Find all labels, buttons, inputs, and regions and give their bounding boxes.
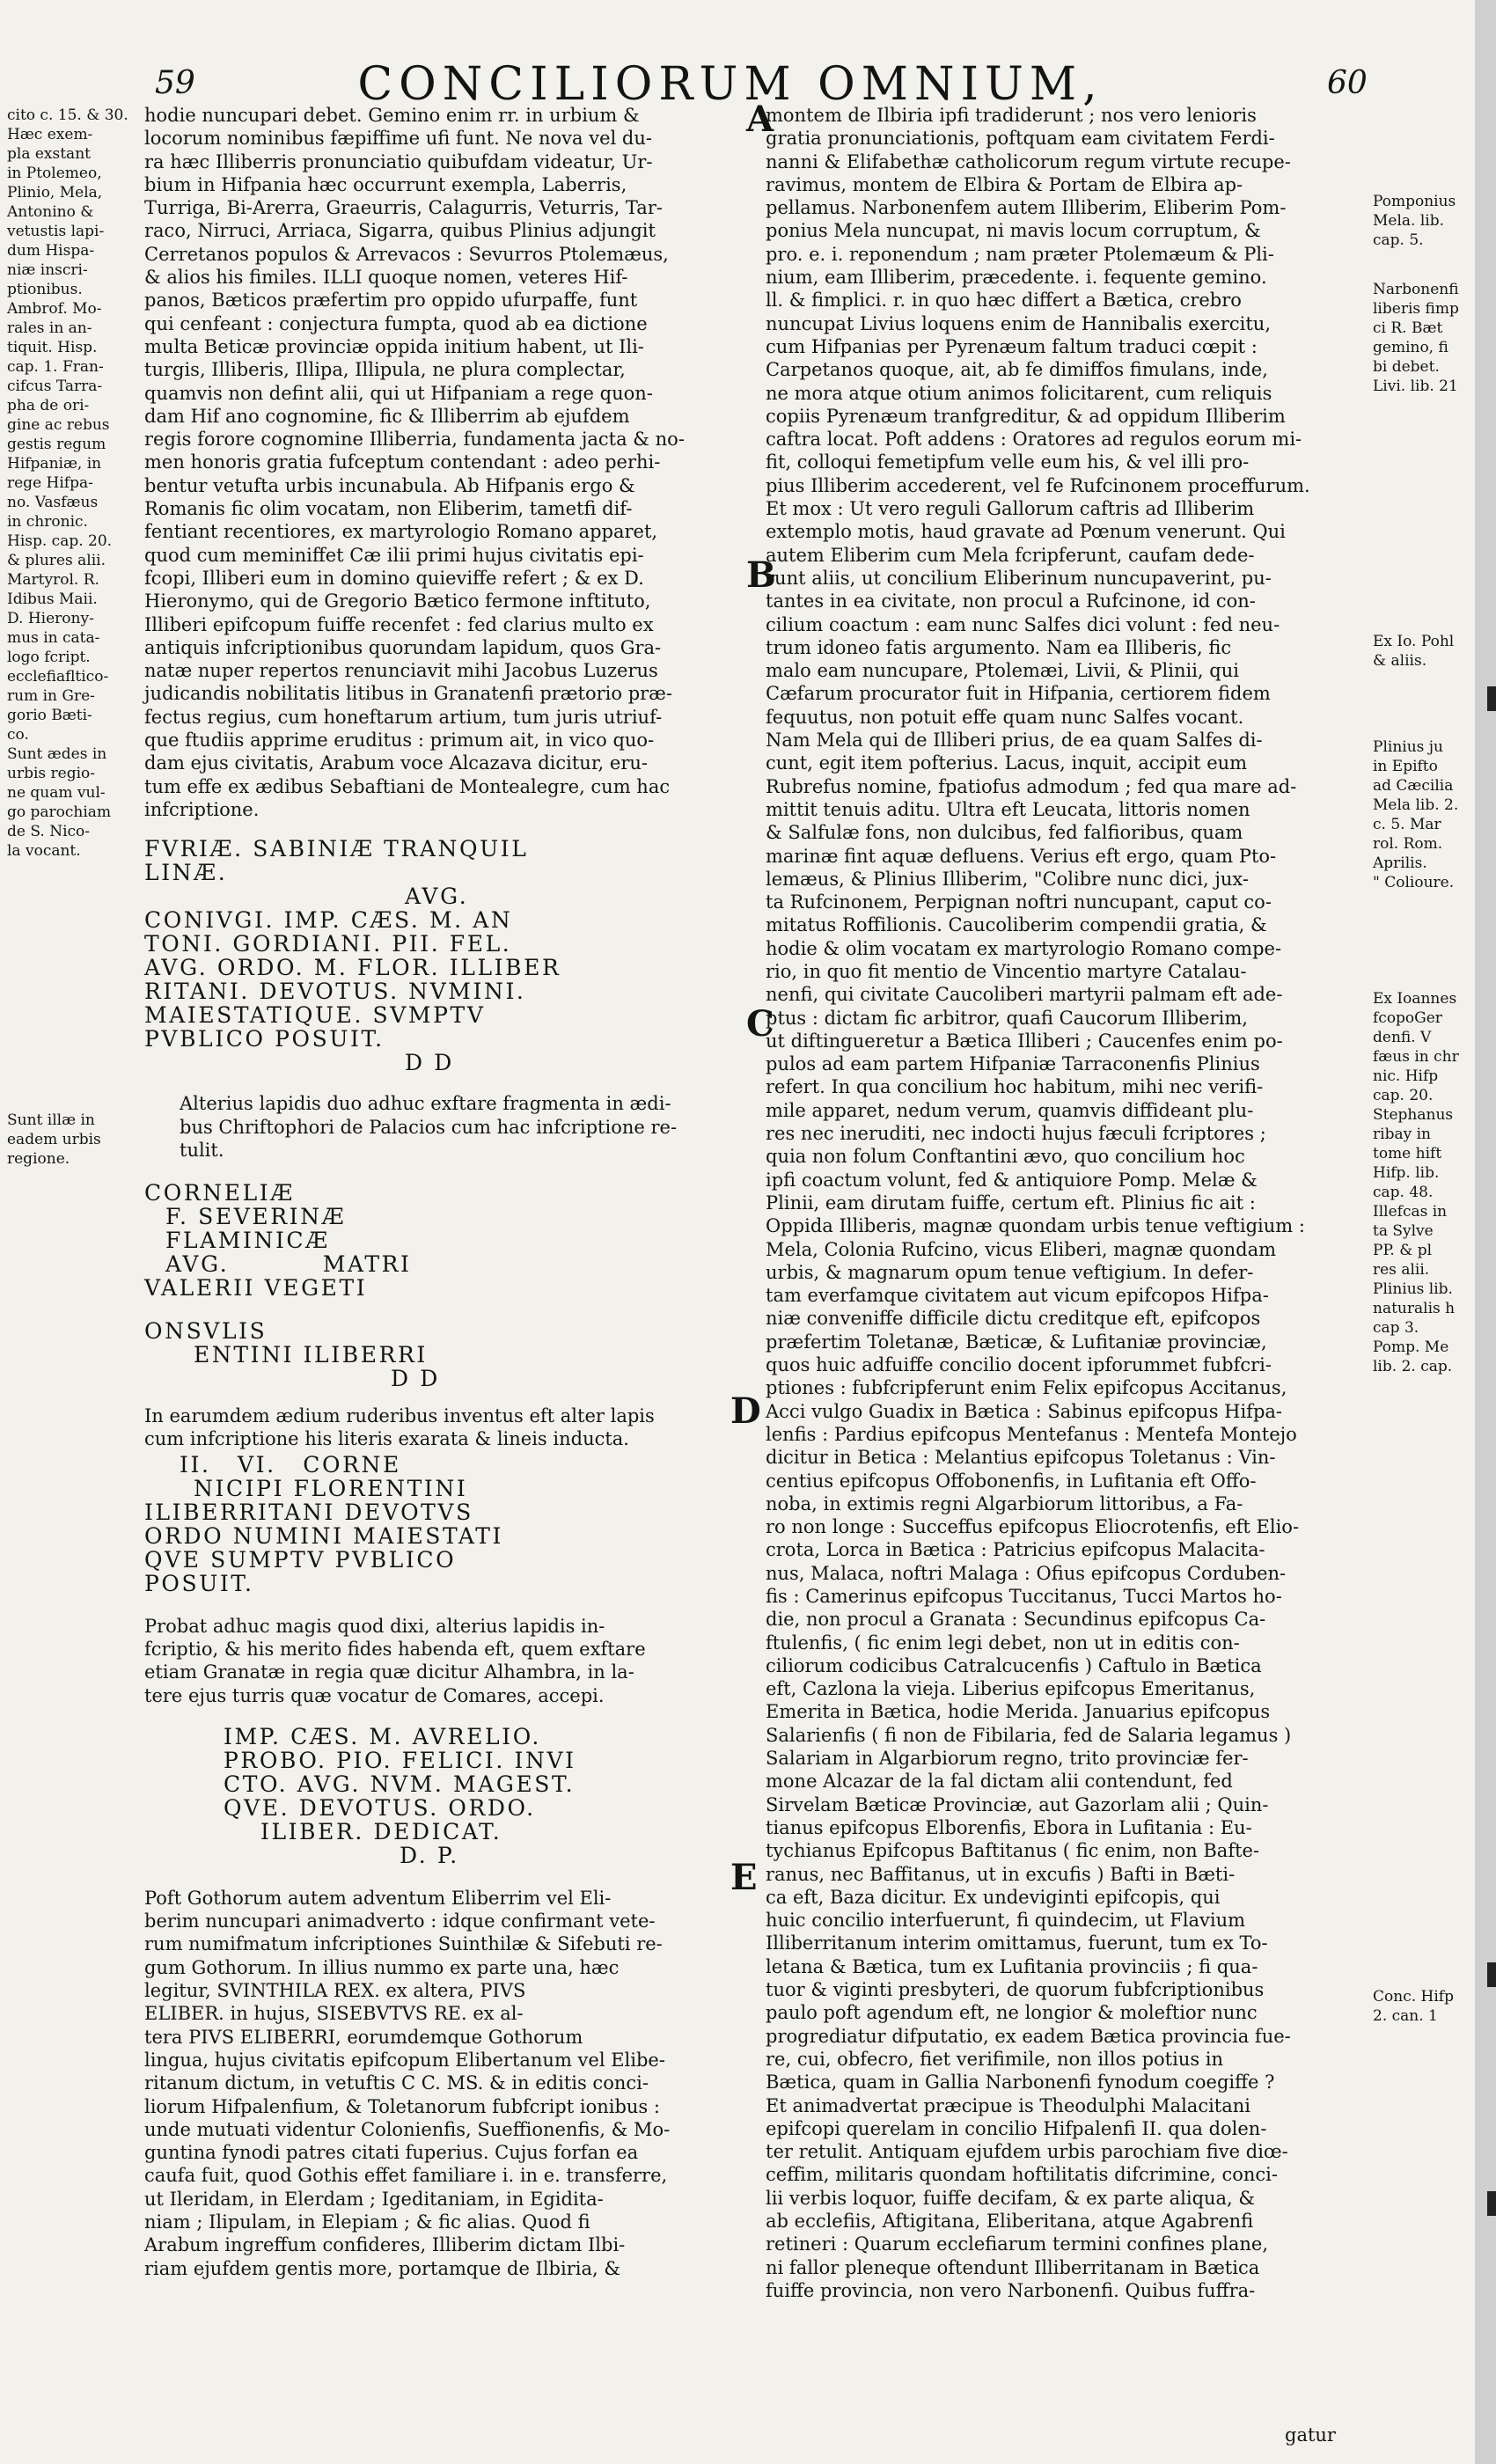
text-line: noba, in extimis regni Algarbiorum littoribus, a Fa- bbox=[766, 1492, 1243, 1514]
margin-note-line: pla exstant bbox=[7, 145, 91, 163]
page-number-right: 60 bbox=[1327, 65, 1368, 101]
text-line: ut diftingueretur a Bætica Illiberi ; Caucenfes enim po- bbox=[766, 1030, 1283, 1052]
inscription-line: CORNELIÆ bbox=[144, 1180, 295, 1206]
text-line: lenfis : Pardius epifcopus Mentefanus : Mentefa Montejo bbox=[766, 1423, 1297, 1445]
margin-note-line: cap. 20. bbox=[1373, 1087, 1434, 1104]
margin-note-line: naturalis h bbox=[1373, 1300, 1456, 1317]
text-line: ritanum dictum, in vetuftis C C. MS. & in editis conci- bbox=[144, 2072, 649, 2094]
text-line: urbis, & magnarum opum tenue veftigium. In defer- bbox=[766, 1261, 1254, 1283]
text-line: extemplo motis, haud gravate ad Pœnum venerunt. Qui bbox=[766, 521, 1286, 543]
text-line: tychianus Epifcopus Baftitanus ( fic enim, non Bafte- bbox=[766, 1840, 1260, 1862]
margin-note-line: 2. can. 1 bbox=[1373, 2007, 1438, 2025]
margin-note-line: gemino, fi bbox=[1373, 339, 1448, 356]
text-line: antiquis infcriptionibus quorundam lapidum, quos Gra- bbox=[144, 636, 662, 658]
text-line: lii verbis loquor, fuiffe decifam, & ex parte aliqua, & bbox=[766, 2187, 1256, 2209]
margin-note-line: Hisp. cap. 20. bbox=[7, 532, 113, 550]
text-line: pro. e. i. reponendum ; nam præter Ptolemæum & Pli- bbox=[766, 243, 1274, 265]
margin-note-line: ta Sylve bbox=[1373, 1222, 1434, 1240]
text-line: mile apparet, nedum verum, quamvis diffideant plu- bbox=[766, 1099, 1254, 1121]
margin-note-line: ribay in bbox=[1373, 1126, 1431, 1143]
text-line: Plinii, eam dirutam fuiffe, certum eft. Plinius fic ait : bbox=[766, 1192, 1256, 1214]
inscription-line: PVBLICO POSUIT. bbox=[144, 1026, 385, 1052]
text-line: marinæ fint aquæ defluens. Verius eft ergo, quam Pto- bbox=[766, 845, 1277, 867]
text-line: progrediatur difputatio, ex eadem Bætica provincia fue- bbox=[766, 2025, 1291, 2047]
text-line: crota, Lorca in Bætica : Patricius epifcopus Malacita- bbox=[766, 1539, 1265, 1561]
margin-note-line: co. bbox=[7, 726, 29, 744]
margin-note-line: nic. Hifp bbox=[1373, 1067, 1439, 1085]
margin-note-line: ptionibus. bbox=[7, 281, 83, 298]
text-line: guntina fynodi patres citati fuperius. Cujus forfan ea bbox=[144, 2142, 639, 2164]
text-line: ni fallor pleneque oftendunt Illiberritanam in Bætica bbox=[766, 2256, 1260, 2278]
margin-note-line: pha de ori- bbox=[7, 397, 90, 414]
text-line: Et mox : Ut vero reguli Gallorum caftris ad Illiberim bbox=[766, 498, 1255, 520]
inscription-line: II. VI. CORNE bbox=[180, 1451, 401, 1478]
text-line: malo eam nuncupare, Ptolemæi, Livii, & Plinii, qui bbox=[766, 660, 1239, 682]
page-title: CONCILIORUM OMNIUM, bbox=[357, 58, 1104, 111]
text-line: Nam Mela qui de Illiberi prius, de ea quam Salfes di- bbox=[766, 730, 1263, 752]
text-line: letana & Bætica, tum ex Lufitania provinciis ; fi qua- bbox=[766, 1955, 1258, 1977]
margin-note-line: rol. Rom. bbox=[1373, 835, 1443, 853]
inscription-line: FLAMINICÆ bbox=[165, 1228, 330, 1254]
text-line: cum infcriptione his literis exarata & lineis inducta. bbox=[144, 1428, 629, 1450]
margin-note-line: ecclefiafltico- bbox=[7, 668, 109, 686]
text-line: caufa fuit, quod Gothis effet familiare i. in e. transferre, bbox=[144, 2165, 668, 2187]
text-line: & Salfulæ fons, non dulcibus, fed falfioribus, quam bbox=[766, 822, 1243, 844]
text-line: mone Alcazar de la fal dictam alii contendunt, fed bbox=[766, 1771, 1233, 1793]
text-line: copiis Pyrenæum tranfgreditur, & ad oppidum Illiberim bbox=[766, 405, 1286, 427]
text-line: unde mutuati videntur Colonienfis, Sueffionenfis, & Mo- bbox=[144, 2118, 671, 2140]
left-para-3 bbox=[144, 1404, 743, 1451]
margin-note-line: Idibus Maii. bbox=[7, 590, 98, 608]
text-line: rio, in quo fit mentio de Vincentio martyre Catalau- bbox=[766, 960, 1247, 982]
margin-note-line: Sunt illæ in bbox=[7, 1111, 95, 1129]
margin-note-line: Ambrof. Mo- bbox=[7, 300, 102, 318]
text-line: qui cenfeant : conjectura fumpta, quod ab ea dictione bbox=[144, 312, 648, 334]
text-line: dam ejus civitatis, Arabum voce Alcazava dicitur, eru- bbox=[144, 752, 648, 774]
text-line: ravimus, montem de Elbira & Portam de Elbira ap- bbox=[766, 173, 1243, 195]
section-letter-c: C bbox=[746, 1003, 774, 1045]
margin-note-line: Plinius lib. bbox=[1373, 1280, 1453, 1298]
inscription-line: POSUIT. bbox=[144, 1570, 254, 1596]
text-line: Et animadvertat præcipue is Theodulphi Malacitani bbox=[766, 2094, 1251, 2116]
inscription-line: ENTINI ILIBERRI bbox=[194, 1342, 428, 1368]
text-line: ponius Mela nuncupat, ni mavis locum corruptum, & bbox=[766, 220, 1261, 242]
text-line: que ftudiis apprime eruditus : primum ait, in vico quo- bbox=[144, 730, 655, 752]
section-letter-e: E bbox=[730, 1857, 758, 1898]
text-line: Oppida Illiberis, magnæ quondam urbis tenue veftigium : bbox=[766, 1215, 1305, 1237]
margin-note-line: mus in cata- bbox=[7, 629, 100, 647]
inscription-line: ILIBERRITANI DEVOTVS bbox=[144, 1499, 473, 1525]
margin-note-line: Narbonenfi bbox=[1373, 281, 1459, 298]
section-letter-a: A bbox=[746, 99, 774, 140]
inscription-line: ORDO NUMINI MAIESTATI bbox=[144, 1522, 503, 1549]
text-line: pulos ad eam partem Hifpaniæ Tarraconenfis Plinius bbox=[766, 1053, 1260, 1075]
margin-note-line: urbis regio- bbox=[7, 765, 96, 782]
margin-note-line: Antonino & bbox=[7, 203, 94, 221]
text-line: quos huic adfuiffe concilio docent ipforummet fubfcri- bbox=[766, 1354, 1272, 1376]
margin-note-line: in Ptolemeo, bbox=[7, 165, 102, 182]
text-line: ptus : dictam fic arbitror, quafi Caucorum Illiberim, bbox=[766, 1007, 1248, 1029]
inscription-line: D. P. bbox=[400, 1842, 459, 1868]
text-line: centius epifcopus Offobonenfis, in Lufitania eft Offo- bbox=[766, 1470, 1257, 1492]
margin-note-line: niæ inscri- bbox=[7, 261, 88, 279]
margin-note-line: rum in Gre- bbox=[7, 687, 95, 705]
margin-note-line: Plinius ju bbox=[1373, 738, 1443, 756]
page-edge-mark bbox=[1487, 1962, 1496, 1987]
text-line: tere ejus turris quæ vocatur de Comares, accepi. bbox=[144, 1684, 605, 1706]
left-para-2 bbox=[144, 1092, 743, 1162]
margin-note-line: cap. 5. bbox=[1373, 231, 1424, 249]
text-line: huic concilio interfuerunt, fi quindecim, ut Flavium bbox=[766, 1910, 1246, 1932]
margin-note-line: PP. & pl bbox=[1373, 1242, 1433, 1259]
text-line: ranus, nec Baffitanus, ut in excufis ) Bafti in Bæti- bbox=[766, 1863, 1236, 1885]
text-line: Acci vulgo Guadix in Bætica : Sabinus epifcopus Hifpa- bbox=[766, 1400, 1283, 1422]
page-number-left: 59 bbox=[155, 65, 195, 101]
text-line: paulo poft agendum eft, ne longior & moleftior nunc bbox=[766, 2002, 1258, 2024]
inscription-line: QVE SUMPTV PVBLICO bbox=[144, 1546, 457, 1573]
text-line: multa Beticæ provinciæ oppida initium habent, ut Ili- bbox=[144, 335, 644, 357]
text-line: retineri : Quarum ecclefiarum termini confines plane, bbox=[766, 2233, 1269, 2255]
margin-note-line: logo fcript. bbox=[7, 649, 91, 666]
margin-note-line: Conc. Hifp bbox=[1373, 1988, 1454, 2006]
margin-note-line: eadem urbis bbox=[7, 1131, 101, 1148]
text-line: tam everfamque civitatem aut vicum epifcopos Hifpa- bbox=[766, 1285, 1269, 1307]
text-line: fcopi, Illiberi eum in domino quieviffe refert ; & ex D. bbox=[144, 567, 644, 589]
margin-note-line: Hæc exem- bbox=[7, 126, 93, 143]
margin-note-line: Pomponius bbox=[1373, 193, 1456, 210]
text-line: mittit tenuis aditu. Ultra eft Leucata, littoris nomen bbox=[766, 798, 1250, 820]
text-line: trum idoneo fatis argumento. Nam ea Illiberis, fic bbox=[766, 636, 1232, 658]
text-line: gratia pronunciationis, poftquam eam civitatem Ferdi- bbox=[766, 128, 1275, 150]
text-line: etiam Granatæ in regia quæ dicitur Alhambra, in la- bbox=[144, 1661, 634, 1683]
text-line: Probat adhuc magis quod dixi, alterius lapidis in- bbox=[144, 1615, 605, 1637]
text-line: legitur, SVINTHILA REX. ex altera, PIVS bbox=[144, 1980, 526, 2002]
margin-note-line: cifcus Tarra- bbox=[7, 378, 103, 395]
inscription-line: QVE. DEVOTUS. ORDO. bbox=[224, 1794, 536, 1821]
text-line: Salariam in Algarbiorum regno, trito provinciæ fer- bbox=[766, 1748, 1249, 1770]
page-edge bbox=[1475, 0, 1496, 2464]
inscription-2 bbox=[144, 1181, 743, 1300]
margin-note-line: cap. 1. Fran- bbox=[7, 358, 104, 376]
margin-note-line: vetustis lapi- bbox=[7, 223, 105, 240]
margin-note-line: go parochiam bbox=[7, 803, 112, 821]
margin-note-line: c. 5. Mar bbox=[1373, 816, 1441, 833]
inscription-line: IMP. CÆS. M. AVRELIO. bbox=[224, 1723, 541, 1749]
text-line: quod cum meminiffet Cæ ilii primi hujus civitatis epi- bbox=[144, 544, 644, 566]
text-line: ro non longe : Succeffus epifcopus Eliocrotenfis, eft Elio- bbox=[766, 1516, 1300, 1538]
text-line: pellamus. Narbonenfem autem Illiberim, Eliberim Pom- bbox=[766, 197, 1287, 219]
inscription-line: MAIESTATIQUE. SVMPTV bbox=[144, 1002, 486, 1029]
text-line: ptiones : fubfcripferunt enim Felix epifcopus Accitanus, bbox=[766, 1377, 1287, 1399]
margin-note-line: gine ac rebus bbox=[7, 416, 110, 434]
margin-note-line: rales in an- bbox=[7, 319, 92, 337]
text-line: rum numifmatum infcriptiones Suinthilæ & Sifebuti re- bbox=[144, 1933, 663, 1955]
text-line: ciliorum codicibus Catralcucenfis ) Caftulo in Bætica bbox=[766, 1654, 1262, 1676]
page-edge-mark bbox=[1487, 686, 1496, 711]
margin-note-line: de S. Nico- bbox=[7, 823, 91, 840]
text-line: quia non folum Conftantini ævo, quo concilium hoc bbox=[766, 1146, 1245, 1168]
text-line: liorum Hifpalenfium, & Toletanorum fubfcript ionibus : bbox=[144, 2095, 660, 2117]
text-line: fequutus, non potuit effe quam nunc Salfes vocant. bbox=[766, 706, 1244, 728]
inscription-line: FVRIÆ. SABINIÆ TRANQUIL bbox=[144, 836, 529, 862]
margin-note-line: in chronic. bbox=[7, 513, 88, 531]
inscription-line: NICIPI FLORENTINI bbox=[194, 1475, 468, 1501]
margin-note-line: Sunt ædes in bbox=[7, 745, 107, 763]
margin-note-line: & aliis. bbox=[1373, 652, 1427, 670]
inscription-line: RITANI. DEVOTUS. NVMINI. bbox=[144, 979, 526, 1005]
left-margin-notes-2 bbox=[7, 1111, 148, 1169]
inscription-line: CTO. AVG. NVM. MAGEST. bbox=[224, 1771, 576, 1797]
text-line: tulit. bbox=[180, 1139, 224, 1161]
text-line: cilium coactum : eam nunc Salfes dici volunt : fed neu- bbox=[766, 613, 1280, 635]
inscription-line: AVG. bbox=[405, 884, 469, 910]
margin-note-line: Stephanus bbox=[1373, 1106, 1454, 1124]
inscription-line: F. SEVERINÆ bbox=[165, 1204, 347, 1230]
page-edge-mark bbox=[1487, 2191, 1496, 2216]
inscription-line: TONI. GORDIANI. PII. FEL. bbox=[144, 931, 512, 957]
text-line: autem Eliberim cum Mela fcripferunt, caufam dede- bbox=[766, 544, 1255, 566]
text-line: ter retulit. Antiquam ejufdem urbis parochiam five diœ- bbox=[766, 2141, 1288, 2163]
text-line: Alterius lapidis duo adhuc exftare fragmenta in ædi- bbox=[180, 1093, 671, 1115]
text-line: fcriptio, & his merito fides habenda eft, quem exftare bbox=[144, 1638, 646, 1660]
margin-note-line: Mela. lib. bbox=[1373, 212, 1445, 230]
text-line: montem de Ilbiria ipfi tradiderunt ; nos vero lenioris bbox=[766, 105, 1257, 126]
margin-note-line: Hifpaniæ, in bbox=[7, 455, 102, 473]
inscription-line: D D bbox=[405, 1050, 454, 1076]
inscription-line: AVG. MATRI bbox=[165, 1251, 412, 1278]
text-line: runt aliis, ut concilium Eliberinum nuncupaverint, pu- bbox=[766, 567, 1272, 589]
margin-note-line: ci R. Bæt bbox=[1373, 319, 1443, 337]
inscription-line: CONIVGI. IMP. CÆS. M. AN bbox=[144, 907, 513, 934]
text-line: ca eft, Baza dicitur. Ex undeviginti epifcopis, qui bbox=[766, 1886, 1221, 1908]
text-line: cum Hifpanias per Pyrenæum faltum traduci cœpit : bbox=[766, 335, 1258, 357]
margin-note-line: fcopoGer bbox=[1373, 1009, 1442, 1027]
text-line: regis forore cognomine Illiberria, fundamenta jacta & no- bbox=[144, 429, 685, 451]
text-line: infcriptione. bbox=[144, 798, 260, 820]
margin-note-line: " Colioure. bbox=[1373, 874, 1455, 891]
text-line: tum effe ex ædibus Sebaftiani de Montealegre, cum hac bbox=[144, 775, 671, 797]
text-line: berim nuncupari animadverto : idque confirmant vete- bbox=[144, 1910, 656, 1932]
text-line: Arabum ingreffum confideres, Illiberim dictam Ilbi- bbox=[144, 2234, 626, 2256]
text-line: riam ejufdem gentis more, portamque de Ilbiria, & bbox=[144, 2257, 621, 2279]
margin-note-line: cap. 48. bbox=[1373, 1184, 1434, 1201]
text-line: nanni & Elifabethæ catholicorum regum virtute recupe- bbox=[766, 150, 1291, 172]
text-line: caftra locat. Poft addens : Oratores ad regulos eorum mi- bbox=[766, 429, 1302, 451]
margin-note-line: Pomp. Me bbox=[1373, 1338, 1449, 1356]
text-line: ll. & fimplici. r. in quo hæc differt a Bætica, crebro bbox=[766, 290, 1242, 312]
margin-note-line: ne quam vul- bbox=[7, 784, 106, 802]
margin-note-line: res alii. bbox=[1373, 1261, 1430, 1279]
margin-note-line: Plinio, Mela, bbox=[7, 184, 103, 202]
section-letter-d: D bbox=[730, 1390, 761, 1432]
text-line: res nec ineruditi, nec indocti hujus fæculi fcriptores ; bbox=[766, 1123, 1266, 1145]
margin-note-line: Aprilis. bbox=[1373, 854, 1427, 872]
inscription-1 bbox=[144, 837, 743, 1074]
margin-note-line: lib. 2. cap. bbox=[1373, 1358, 1453, 1375]
text-line: judicandis nobilitatis litibus in Granatenfi prætorio præ- bbox=[144, 683, 673, 705]
catchword: gatur bbox=[1285, 2424, 1336, 2446]
text-line: gum Gothorum. In illius nummo ex parte una, hæc bbox=[144, 1956, 620, 1978]
text-line: dam Hif ano cognomine, fic & Illiberrim ab ejufdem bbox=[144, 405, 630, 427]
margin-note-line: Ex Io. Pohl bbox=[1373, 633, 1455, 650]
margin-note-line: Martyrol. R. bbox=[7, 571, 99, 589]
text-line: & alios his fimiles. ILLI quoque nomen, veteres Hif- bbox=[144, 267, 628, 289]
text-line: re, cui, obfecro, fiet verifimile, non illos potius in bbox=[766, 2048, 1224, 2070]
text-line: bus Chriftophori de Palacios cum hac infcriptione re- bbox=[180, 1116, 678, 1138]
inscription-4 bbox=[144, 1453, 743, 1595]
text-line: ne mora atque otium animos folicitarent, cum reliquis bbox=[766, 382, 1272, 404]
text-line: fuiffe provincia, non vero Narbonenfi. Quibus fuffra- bbox=[766, 2279, 1256, 2301]
margin-note-line: ad Cæcilia bbox=[1373, 777, 1454, 795]
margin-note-line: rege Hifpa- bbox=[7, 474, 93, 492]
text-line: natæ nuper repertos renunciavit mihi Jacobus Luzerus bbox=[144, 660, 658, 682]
left-margin-notes bbox=[7, 106, 148, 861]
text-line: ut Ileridam, in Elerdam ; Igeditaniam, in Egidita- bbox=[144, 2188, 604, 2210]
margin-note-line: D. Hierony- bbox=[7, 610, 94, 627]
right-column bbox=[766, 104, 1360, 2302]
text-line: eft, Cazlona la vieja. Liberius epifcopus Emeritanus, bbox=[766, 1678, 1256, 1700]
text-line: Illiberi epifcopum fuiffe recenfet : fed clarius multo ex bbox=[144, 613, 654, 635]
text-line: epifcopi querelam in concilio Hifpalenfi II. qua dolen- bbox=[766, 2117, 1267, 2139]
margin-note-line: gestis regum bbox=[7, 436, 106, 453]
text-line: tera PIVS ELIBERRI, eorumdemque Gothorum bbox=[144, 2026, 583, 2048]
text-line: Salarienfis ( fi non de Fibilaria, fed de Salaria legamus ) bbox=[766, 1724, 1292, 1746]
margin-note-line: bi debet. bbox=[1373, 358, 1440, 376]
margin-note-line: regione. bbox=[7, 1150, 70, 1168]
text-line: Hieronymo, qui de Gregorio Bætico fermone inftituto, bbox=[144, 590, 651, 612]
text-line: raco, Nirruci, Arriaca, Sigarra, quibus Plinius adjungit bbox=[144, 220, 656, 242]
text-line: Rubrefus nomine, fpatiofus admodum ; fed qua mare ad- bbox=[766, 775, 1297, 797]
margin-note-line: Ex Ioannes bbox=[1373, 990, 1457, 1008]
margin-note-line: liberis fimp bbox=[1373, 300, 1459, 318]
text-line: præfertim Toletanæ, Bæticæ, & Lufitaniæ provinciæ, bbox=[766, 1331, 1267, 1353]
text-line: Romanis fic olim vocatam, non Eliberim, tametfi dif- bbox=[144, 498, 633, 520]
text-line: ra hæc Illiberris pronunciatio quibufdam videatur, Ur- bbox=[144, 150, 653, 172]
text-line: hodie & olim vocatam ex martyrologio Romano compe- bbox=[766, 937, 1282, 959]
text-line: tuor & viginti presbyteri, de quorum fubfcriptionibus bbox=[766, 1979, 1265, 2001]
text-line: turgis, Illiberis, Illipa, Illipula, ne plura complectar, bbox=[144, 359, 626, 381]
text-line: Bætica, quam in Gallia Narbonenfi fynodum coegiffe ? bbox=[766, 2072, 1275, 2094]
text-line: Cerretanos populos & Arrevacos : Sevurros Ptolemæus, bbox=[144, 243, 669, 265]
text-line: Mela, Colonia Rufcino, vicus Eliberi, magnæ quondam bbox=[766, 1238, 1277, 1260]
margin-note-line: tiquit. Hisp. bbox=[7, 339, 98, 356]
margin-note-line: cap 3. bbox=[1373, 1319, 1419, 1337]
inscription-line: D D bbox=[391, 1366, 440, 1392]
inscription-line: AVG. ORDO. M. FLOR. ILLIBER bbox=[144, 955, 561, 981]
inscription-line: ONSVLIS bbox=[144, 1318, 268, 1345]
margin-note-line: tome hift bbox=[1373, 1145, 1442, 1162]
margin-note-line: Livi. lib. 21 bbox=[1373, 378, 1458, 395]
inscription-5 bbox=[144, 1725, 743, 1867]
text-line: fectus regius, cum honeftarum artium, tum juris utriuf- bbox=[144, 706, 663, 728]
text-line: nium, eam Illiberim, præcedente. i. fequente gemino. bbox=[766, 267, 1267, 289]
inscription-line: VALERII VEGETI bbox=[144, 1275, 368, 1302]
text-line: Turriga, Bi-Arerra, Graeurris, Calagurris, Veturris, Tar- bbox=[144, 197, 663, 219]
text-line: tantes in ea civitate, non procul a Rufcinone, id con- bbox=[766, 590, 1256, 612]
margin-note-line: dum Hispa- bbox=[7, 242, 95, 260]
text-line: niæ conveniffe difficile dictu creditque eft, epifcopos bbox=[766, 1308, 1261, 1330]
text-line: ftulenfis, ( fic enim legi debet, non ut in editis con- bbox=[766, 1632, 1240, 1654]
text-line: Cæfarum procurator fuit in Hifpania, certiorem fidem bbox=[766, 683, 1271, 705]
text-line: panos, Bæticos præfertim pro oppido ufurpaffe, funt bbox=[144, 290, 638, 312]
margin-note-line: no. Vasfæus bbox=[7, 494, 99, 511]
margin-note-line: fæus in chr bbox=[1373, 1048, 1459, 1066]
text-line: mitatus Roffilionis. Caucoliberim compendii gratia, & bbox=[766, 914, 1267, 936]
margin-note-line: Hifp. lib. bbox=[1373, 1164, 1440, 1182]
text-line: Emerita in Bætica, hodie Merida. Januarius epifcopus bbox=[766, 1701, 1271, 1723]
text-line: ta Rufcinonem, Perpignan noftri nuncupant, caput co- bbox=[766, 891, 1272, 913]
text-line: bentur vetufta urbis incunabula. Ab Hifpanis ergo & bbox=[144, 474, 635, 496]
inscription-3 bbox=[144, 1319, 743, 1390]
left-para-1 bbox=[144, 104, 743, 821]
text-line: ceffim, militaris quondam hoftilitatis difcrimine, conci- bbox=[766, 2164, 1278, 2186]
inscription-line: PROBO. PIO. FELICI. INVI bbox=[224, 1747, 576, 1773]
text-line: ipfi coactum volunt, fed & antiquiore Pomp. Melæ & bbox=[766, 1169, 1258, 1191]
text-line: tianus epifcopus Elborenfis, Ebora in Lufitania : Eu- bbox=[766, 1816, 1252, 1838]
text-line: die, non procul a Granata : Secundinus epifcopus Ca- bbox=[766, 1609, 1266, 1631]
left-para-5 bbox=[144, 1887, 743, 2280]
text-line: niam ; Ilipulam, in Elepiam ; & fic alias. Quod fi bbox=[144, 2211, 590, 2233]
text-line: Poft Gothorum autem adventum Eliberrim vel Eli- bbox=[144, 1887, 612, 1909]
text-line: fit, colloqui femetipfum velle eum his, & vel illi pro- bbox=[766, 451, 1250, 473]
text-line: In earumdem ædium ruderibus inventus eft alter lapis bbox=[144, 1405, 655, 1427]
margin-note-line: & plures alii. bbox=[7, 552, 106, 569]
left-para-4 bbox=[144, 1615, 743, 1707]
margin-note-line: denfi. V bbox=[1373, 1029, 1432, 1046]
text-line: nus, Malaca, noftri Malaga : Ofius epifcopus Corduben- bbox=[766, 1562, 1287, 1584]
margin-note-line: Illefcas in bbox=[1373, 1203, 1448, 1221]
text-line: dicitur in Betica : Melantius epifcopus Toletanus : Vin- bbox=[766, 1447, 1276, 1469]
text-line: ELIBER. in hujus, SISEBVTVS RE. ex al- bbox=[144, 2003, 524, 2025]
left-column bbox=[144, 104, 743, 2280]
text-line: fis : Camerinus epifcopus Tuccitanus, Tucci Martos ho- bbox=[766, 1586, 1282, 1607]
text-line: lemæus, & Plinius Illiberim, "Colibre nunc dici, jux- bbox=[766, 868, 1249, 890]
margin-note-line: la vocant. bbox=[7, 842, 81, 860]
margin-note-line: in Epifto bbox=[1373, 758, 1438, 775]
inscription-line: LINÆ. bbox=[144, 860, 228, 886]
text-line: nuncupat Livius loquens enim de Hannibalis exercitu, bbox=[766, 312, 1271, 334]
text-line: hodie nuncupari debet. Gemino enim rr. in urbium & bbox=[144, 105, 640, 126]
text-line: cunt, egit item pofterius. Lacus, inquit, accipit eum bbox=[766, 752, 1248, 774]
text-line: Illiberritanum interim omittamus, fuerunt, tum ex To- bbox=[766, 1932, 1268, 1954]
text-line: Carpetanos quoque, ait, ab fe dimiffos fimulans, inde, bbox=[766, 359, 1268, 381]
text-line: bium in Hifpania hæc occurrunt exempla, Laberris, bbox=[144, 173, 627, 195]
text-line: Sirvelam Bæticæ Provinciæ, aut Gazorlam alii ; Quin- bbox=[766, 1793, 1269, 1815]
text-line: lingua, hujus civitatis epifcopum Elibertanum vel Elibe- bbox=[144, 2049, 665, 2071]
text-line: fentiant recentiores, ex martyrologio Romano apparet, bbox=[144, 521, 658, 543]
text-line: ab ecclefiis, Aftigitana, Eliberitana, atque Agabrenfi bbox=[766, 2211, 1254, 2233]
margin-note-line: Mela lib. 2. bbox=[1373, 796, 1459, 814]
margin-note-line: cito c. 15. & 30. bbox=[7, 106, 128, 124]
inscription-line: ILIBER. DEDICAT. bbox=[260, 1818, 502, 1844]
section-letter-b: B bbox=[746, 554, 776, 596]
margin-note-line: gorio Bæti- bbox=[7, 707, 92, 724]
text-line: men honoris gratia fufceptum contendant : adeo perhi- bbox=[144, 451, 661, 473]
text-line: nenfi, qui civitate Caucoliberi martyrii palmam eft ade- bbox=[766, 984, 1283, 1006]
text-line: refert. In qua concilium hoc habitum, mihi nec verifi- bbox=[766, 1076, 1264, 1098]
text-line: locorum nominibus fæpiffime ufi funt. Ne nova vel du- bbox=[144, 128, 652, 150]
text-line: quamvis non defint alii, qui ut Hifpaniam a rege quon- bbox=[144, 382, 653, 404]
text-line: pius Illiberim accederent, vel fe Rufcinonem proceffurum. bbox=[766, 474, 1310, 496]
